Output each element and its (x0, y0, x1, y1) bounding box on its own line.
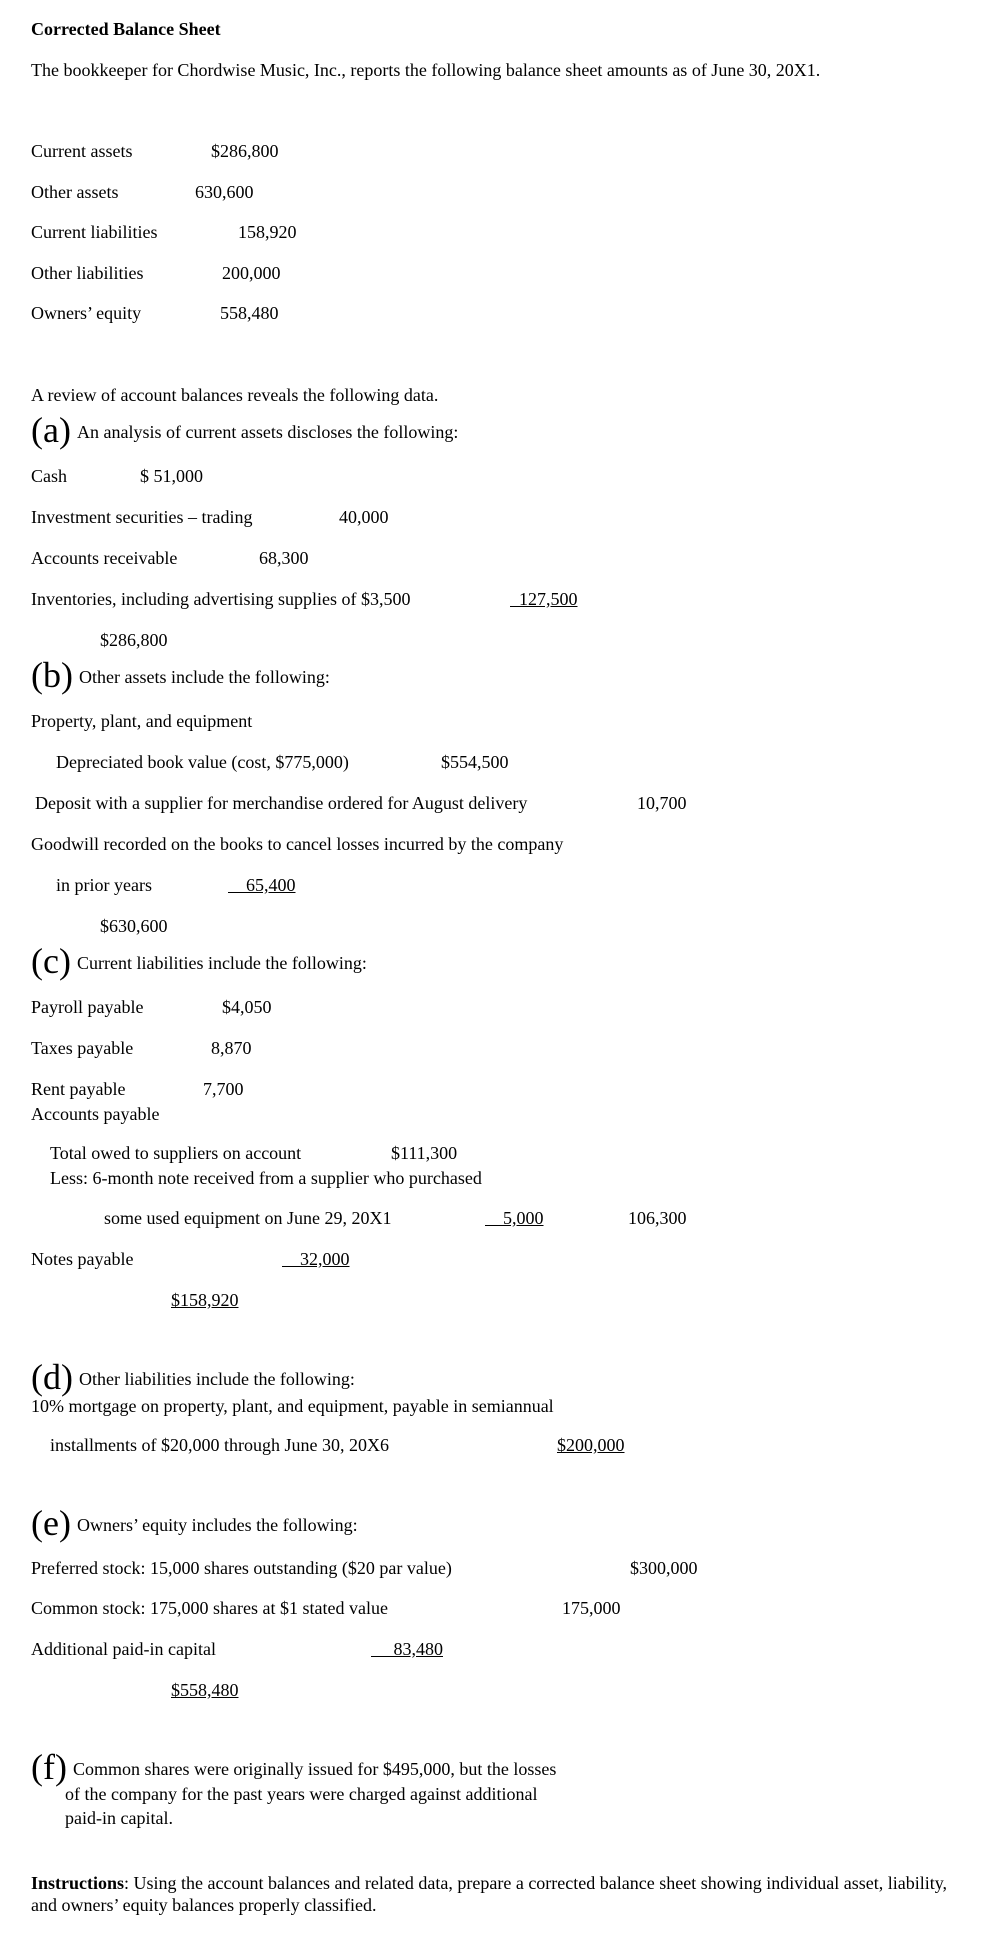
section-a-letter: (a) (31, 410, 71, 450)
section-f-line-2: of the company for the past years were charged against additional (65, 1784, 538, 1804)
intro-text: The bookkeeper for Chordwise Music, Inc., reports the following balance sheet amounts as of June 30, 20X1. (31, 60, 821, 80)
depreciated-value-label: Depreciated book value (cost, $775,000) (56, 752, 349, 772)
prior-years-value: 65,400 (246, 875, 296, 895)
current-assets-label: Current assets (31, 141, 133, 161)
other-assets-label: Other assets (31, 182, 119, 202)
current-liabilities-total: $158,920 (171, 1290, 239, 1310)
prior-years-label: in prior years (56, 875, 152, 895)
depreciated-value-amount: $554,500 (441, 752, 509, 772)
preferred-stock-label: Preferred stock: 15,000 shares outstanding ($20 par value) (31, 1558, 452, 1578)
investments-label: Investment securities – trading (31, 507, 253, 527)
section-c-title: Current liabilities include the following: (76, 953, 367, 973)
section-e-title: Owners’ equity includes the following: (76, 1515, 358, 1535)
section-e-letter: (e) (31, 1503, 71, 1543)
inventories-label: Inventories, including advertising supplies of $3,500 (31, 589, 411, 609)
section-c-heading (31, 943, 367, 979)
instructions-label: Instructions (31, 1873, 125, 1893)
notes-payable-label: Notes payable (31, 1249, 134, 1269)
payroll-payable-label: Payroll payable (31, 997, 144, 1017)
current-assets-value: $286,800 (211, 141, 279, 161)
mortgage-label: 10% mortgage on property, plant, and equipment, payable in semiannual (31, 1396, 554, 1416)
page-title: Corrected Balance Sheet (31, 19, 221, 39)
investments-value: 40,000 (339, 507, 389, 527)
section-a-title: An analysis of current assets discloses the following: (76, 422, 459, 442)
rent-payable-label: Rent payable (31, 1079, 126, 1099)
section-f-line-1: Common shares were originally issued for $495,000, but the losses (72, 1759, 557, 1779)
section-d-title: Other liabilities include the following: (78, 1369, 355, 1389)
section-d-letter: (d) (31, 1357, 73, 1397)
owners-equity-label: Owners’ equity (31, 303, 142, 323)
inventories-value: 127,500 (519, 589, 578, 609)
accounts-receivable-label: Accounts receivable (31, 548, 178, 568)
current-assets-total: $286,800 (100, 630, 168, 650)
section-b-title: Other assets include the following: (78, 667, 330, 687)
apic-label: Additional paid-in capital (31, 1639, 216, 1659)
section-f-heading (31, 1749, 556, 1785)
preferred-stock-value: $300,000 (630, 1558, 698, 1578)
deposit-label: Deposit with a supplier for merchandise ordered for August delivery (35, 793, 528, 813)
section-f-line-3: paid-in capital. (65, 1808, 173, 1828)
other-assets-value: 630,600 (195, 182, 254, 202)
other-assets-total: $630,600 (100, 916, 168, 936)
common-stock-value: 175,000 (562, 1598, 621, 1618)
installments-value: $200,000 (557, 1435, 625, 1455)
section-f-letter: (f) (31, 1747, 67, 1787)
taxes-payable-value: 8,870 (211, 1038, 252, 1058)
current-liabilities-label: Current liabilities (31, 222, 158, 242)
other-liabilities-value: 200,000 (222, 263, 281, 283)
instructions-text: : Using the account balances and related data, prepare a corrected balance sheet showing individual asset, liability, and owners’ equity balances properly classified. (31, 1873, 948, 1915)
section-b-heading (31, 657, 330, 693)
section-a-heading (31, 412, 458, 448)
rent-payable-value: 7,700 (203, 1079, 244, 1099)
section-c-letter: (c) (31, 941, 71, 981)
notes-payable-value: 32,000 (300, 1249, 350, 1269)
used-equipment-label: some used equipment on June 29, 20X1 (104, 1208, 392, 1228)
other-liabilities-label: Other liabilities (31, 263, 144, 283)
owners-equity-total: $558,480 (171, 1680, 239, 1700)
common-stock-label: Common stock: 175,000 shares at $1 stated value (31, 1598, 388, 1618)
taxes-payable-label: Taxes payable (31, 1038, 134, 1058)
payroll-payable-value: $4,050 (222, 997, 272, 1017)
total-owed-value: $111,300 (391, 1143, 458, 1163)
owners-equity-value: 558,480 (220, 303, 279, 323)
section-e-heading (31, 1505, 358, 1541)
ppe-label: Property, plant, and equipment (31, 711, 253, 731)
goodwill-label: Goodwill recorded on the books to cancel losses incurred by the company (31, 834, 564, 854)
section-b-letter: (b) (31, 655, 73, 695)
used-equipment-value: 5,000 (503, 1208, 544, 1228)
accounts-payable-label: Accounts payable (31, 1104, 160, 1124)
review-intro: A review of account balances reveals the following data. (31, 385, 439, 405)
current-liabilities-value: 158,920 (238, 222, 297, 242)
apic-value: 83,480 (393, 1639, 443, 1659)
accounts-receivable-value: 68,300 (259, 548, 309, 568)
cash-value: $ 51,000 (140, 466, 203, 486)
accounts-payable-net-value: 106,300 (628, 1208, 687, 1228)
deposit-value: 10,700 (637, 793, 687, 813)
section-d-heading (31, 1359, 355, 1395)
instructions (31, 1872, 961, 1916)
less-note-label: Less: 6-month note received from a supplier who purchased (50, 1168, 482, 1188)
cash-label: Cash (31, 466, 67, 486)
total-owed-label: Total owed to suppliers on account (50, 1143, 302, 1163)
installments-label: installments of $20,000 through June 30, 20X6 (50, 1435, 389, 1455)
